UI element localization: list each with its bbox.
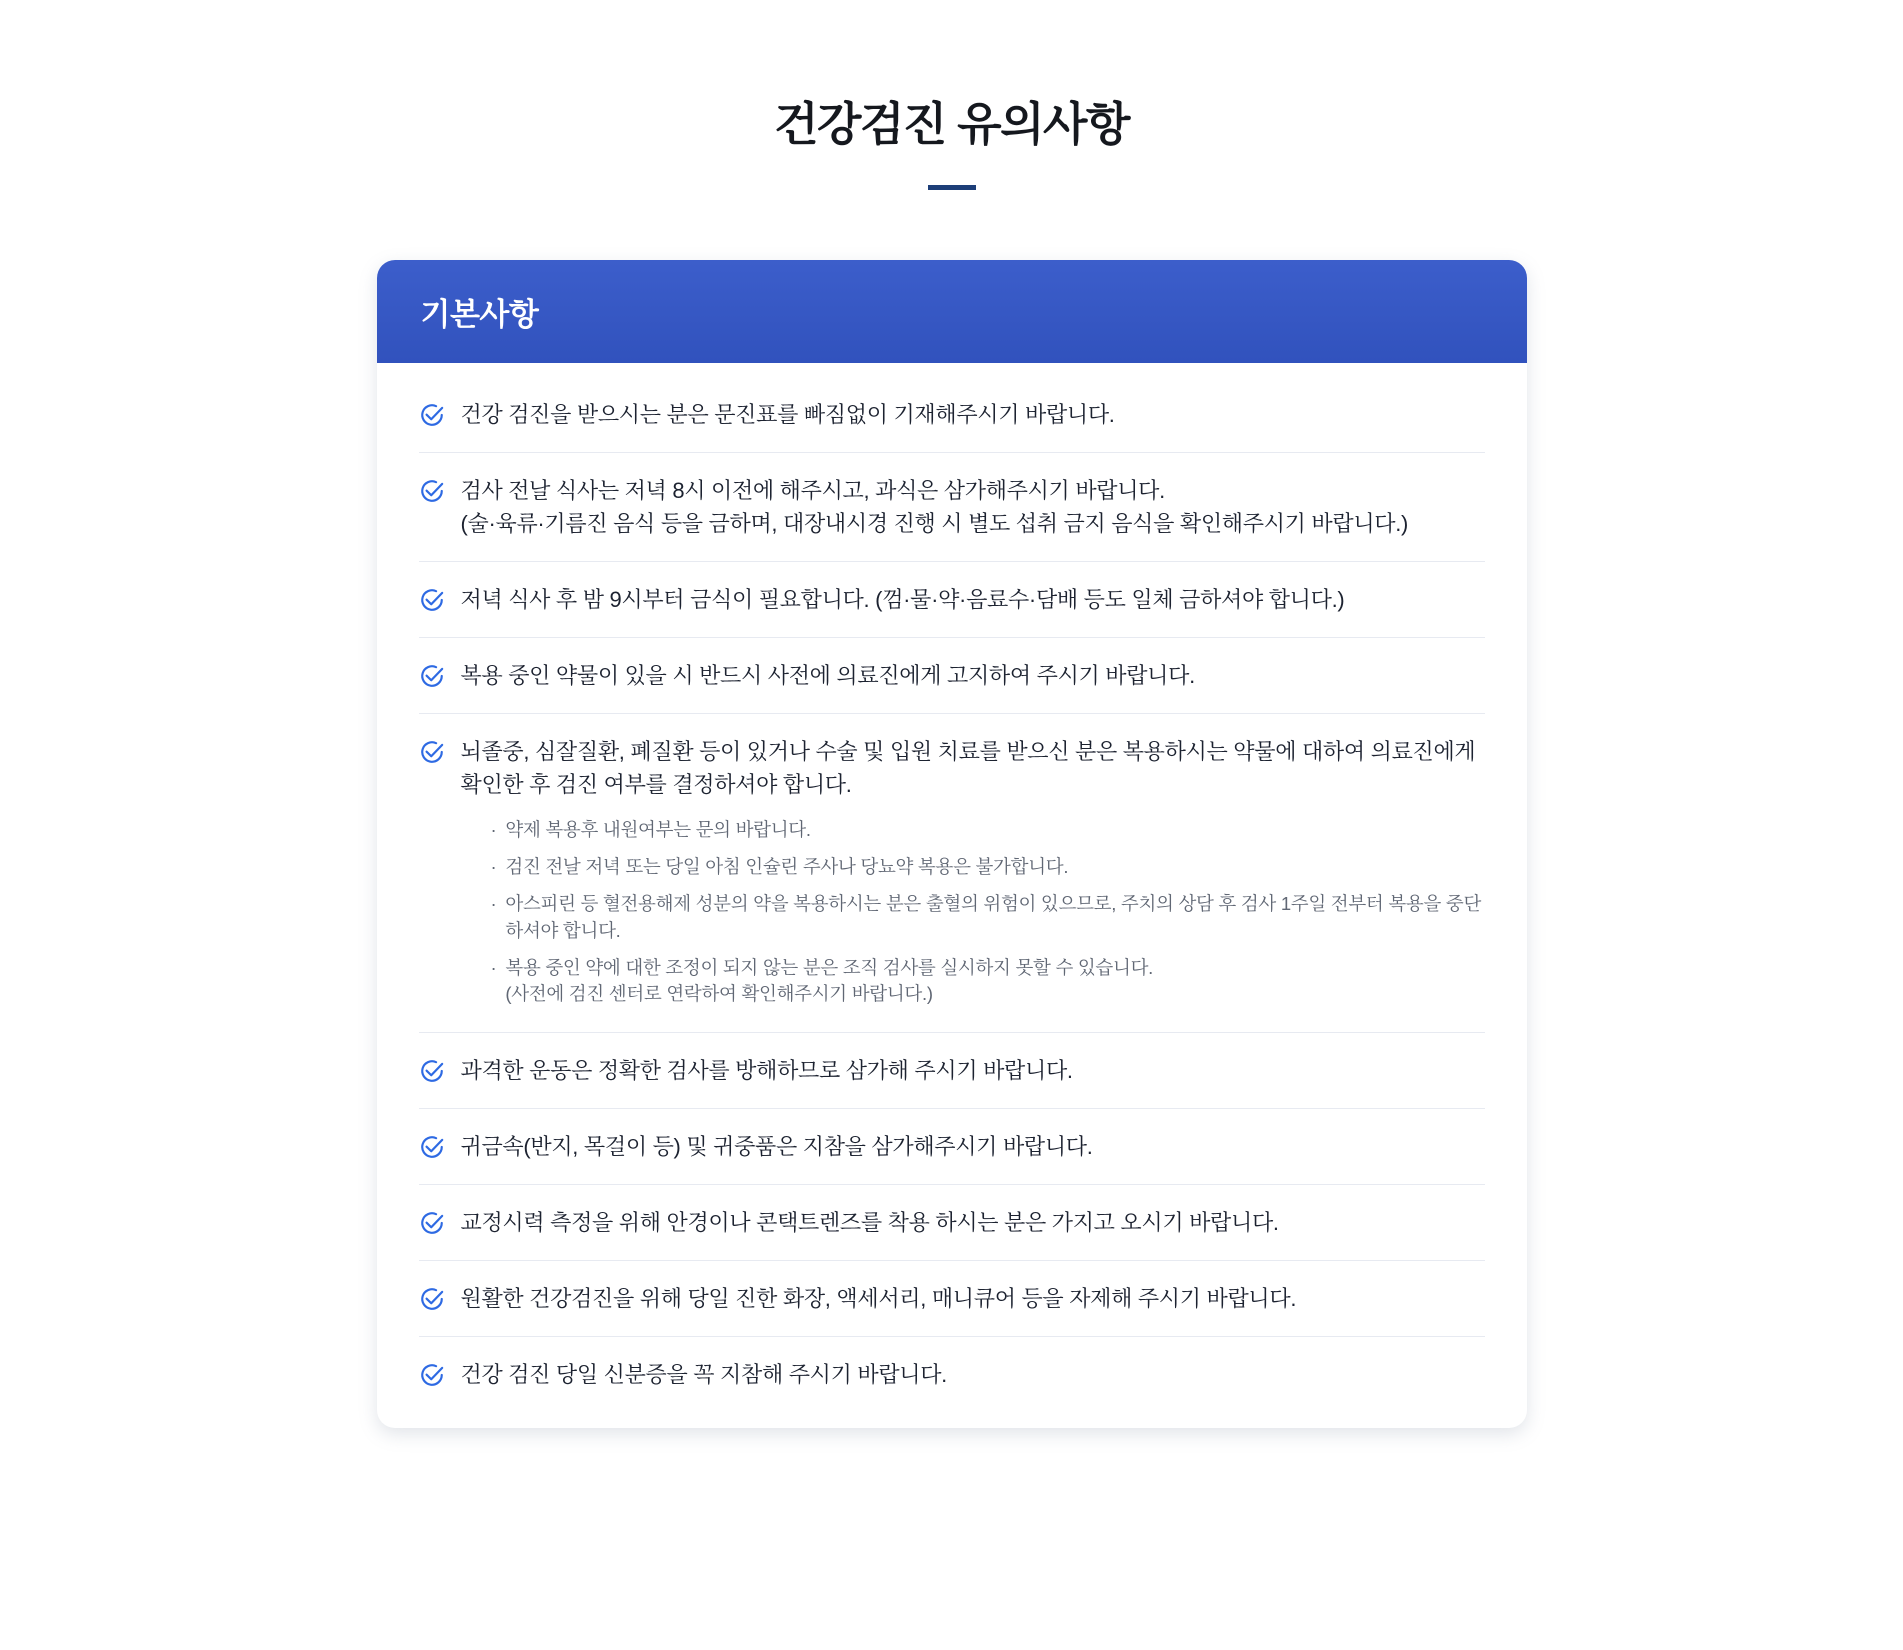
bullet-dot: · <box>490 893 497 915</box>
notice-card <box>377 260 1527 1429</box>
check-circle-icon <box>419 1362 445 1388</box>
check-circle-icon <box>419 1210 445 1236</box>
check-circle-icon <box>419 402 445 428</box>
notice-list <box>377 363 1527 1429</box>
check-circle-icon <box>419 1058 445 1084</box>
card-header <box>377 260 1527 363</box>
page <box>0 88 1903 1650</box>
list-item-text: 원활한 건강검진을 위해 당일 진한 화장, 액세서리, 매니큐어 등을 자제해 주시기 바랍니다. <box>460 1286 1297 1312</box>
list-item <box>419 453 1485 562</box>
check-circle-icon <box>419 663 445 689</box>
list-item <box>419 562 1485 638</box>
check-circle-icon <box>419 1134 445 1160</box>
card-header-title: 기본사항 <box>420 296 539 332</box>
check-circle-icon <box>419 587 445 613</box>
list-item-text: 복용 중인 약물이 있을 시 반드시 사전에 의료진에게 고지하여 주시기 바랍니다. <box>460 662 1195 688</box>
list-item-text: 뇌졸중, 심잘질환, 폐질환 등이 있거나 수술 및 입원 치료를 받으신 분은 복용하시는 약물에 대하여 의료진에게 확인한 후 검진 여부를 결정하셔야 합니다. · 약제 복용후 내원여부는 문의 바랍니다. · 검진 전날 저녁 또는 당일 아침 인슐린 주사나 당뇨약 복용은 불가합니다. · 아스피린 등 혈전용해제 성분의 약을 복용하시는 분은 출혈의 위험이 있으므로, 주치의 상담 후 검사 1주일 전부터 복용을 중단하셔야 합니다. · 복용 중인 약에 대한 조정이 되지 않는 분은 조직 검사를 실시하지 못할 수 있습니다. (사전에 검진 센터로 연락하여 확인해주시기 바랍니다.) <box>461 735 1485 1012</box>
list-item <box>419 377 1485 453</box>
list-item-text: 교정시력 측정을 위해 안경이나 콘택트렌즈를 착용 하시는 분은 가지고 오시기 바랍니다. <box>460 1210 1279 1236</box>
list-item <box>419 714 1485 1034</box>
list-item <box>419 638 1485 714</box>
list-item-text: 검사 전날 식사는 저녁 8시 이전에 해주시고, 과식은 삼가해주시기 바랍니다. (술·육류·기름진 음식 등을 금하며, 대장내시경 진행 시 별도 섭취 금지 음식을 확인해주시기 바랍니다.) <box>460 477 1409 536</box>
list-item-text: 건강 검진을 받으시는 분은 문진표를 빠짐없이 기재해주시기 바랍니다. <box>460 401 1115 427</box>
bullet-dot: · <box>490 956 497 978</box>
sub-list-item: · 복용 중인 약에 대한 조정이 되지 않는 분은 조직 검사를 실시하지 못할 수 있습니다. (사전에 검진 센터로 연락하여 확인해주시기 바랍니다.) <box>491 955 1485 1008</box>
sub-list-item: · 약제 복용후 내원여부는 문의 바랍니다. <box>491 817 1485 843</box>
list-item-text: 귀금속(반지, 목걸이 등) 및 귀중품은 지참을 삼가해주시기 바랍니다. <box>460 1134 1093 1160</box>
check-circle-icon <box>419 739 445 765</box>
check-circle-icon <box>419 1286 445 1312</box>
sub-list-item: · 검진 전날 저녁 또는 당일 아침 인슐린 주사나 당뇨약 복용은 불가합니다. <box>491 854 1485 880</box>
check-circle-icon <box>419 478 445 504</box>
list-item-text: 건강 검진 당일 신분증을 꼭 지참해 주시기 바랍니다. <box>460 1362 947 1388</box>
sub-list <box>491 817 1485 1008</box>
list-item <box>419 1033 1485 1109</box>
list-item <box>419 1337 1485 1412</box>
list-item-text: 과격한 운동은 정확한 검사를 방해하므로 삼가해 주시기 바랍니다. <box>460 1058 1073 1084</box>
sub-list-item: · 아스피린 등 혈전용해제 성분의 약을 복용하시는 분은 출혈의 위험이 있으므로, 주치의 상담 후 검사 1주일 전부터 복용을 중단하셔야 합니다. <box>491 891 1485 944</box>
bullet-dot: · <box>490 818 497 840</box>
list-item <box>419 1109 1485 1185</box>
list-item <box>419 1185 1485 1261</box>
list-item-text: 저녁 식사 후 밤 9시부터 금식이 필요합니다. (껌·물·약·음료수·담배 등도 일체 금하셔야 합니다.) <box>460 586 1345 612</box>
bullet-dot: · <box>490 856 497 878</box>
page-title: 건강검진 유의사항 <box>774 98 1129 150</box>
list-item <box>419 1261 1485 1337</box>
title-divider <box>928 185 976 190</box>
